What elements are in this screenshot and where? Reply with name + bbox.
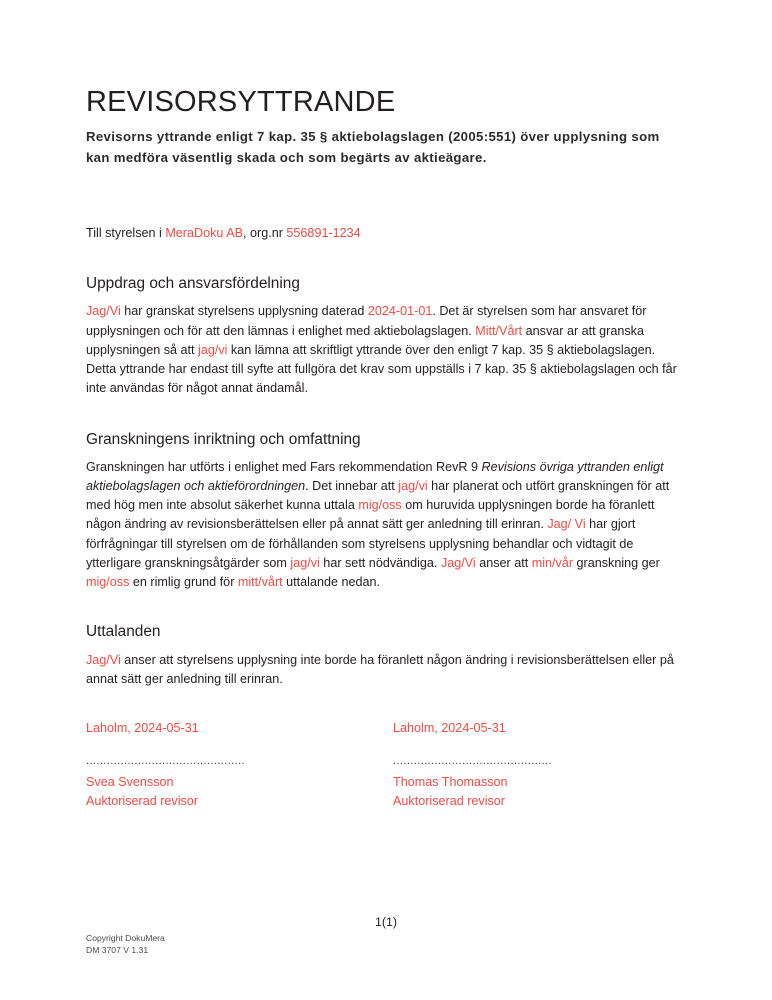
section-paragraph-uppdrag: Jag/Vi har granskat styrelsens upplysning daterad 2024-01-01. Det är styrelsen som har ansvaret för upplysningen och för att den lämnas i enlighet med aktiebolagslagen. Mitt/Vårt ansvar ar att granska upplysningen så att jag/vi kan lämna att skriftligt yttrande över den enligt 7 kap. 35 § aktiebolagslagen. Detta yttrande har endast till syfte att fullgöra det krav som uppställs i 7 kap. 35 § aktiebolagslagen och får inte användas för något annat ändamål. <box>86 304 677 396</box>
signature-role-2: Auktoriserad revisor <box>393 793 505 808</box>
section-uttalanden <box>86 622 686 689</box>
signature-role-1: Auktoriserad revisor <box>86 793 198 808</box>
section-heading-granskning: Granskningens inriktning och omfattning <box>86 430 361 448</box>
document-body <box>86 86 686 811</box>
signature-line-2: .............................................. <box>393 755 552 767</box>
document-footer <box>86 932 165 957</box>
section-paragraph-granskning: Granskningen har utförts i enlighet med Fars rekommendation RevR 9 Revisions övriga yttranden enligt aktiebolagslagen och aktieförordningen. Det innebar att jag/vi har planerat och utfört granskningen för att med hög men inte absolut säkerhet kunna uttala mig/oss om huruvida upplysningen borde ha föranlett någon ändring av revisionsberättelsen eller på annat sätt ger anledning till erinran. Jag/ Vi har gjort förfrågningar till styrelsen om de förhållanden som styrelsens upplysning behandlar och vidtagit de ytterligare granskningsåtgärder som jag/vi har sett nödvändiga. Jag/Vi anser att min/vår granskning ger mig/oss en rimlig grund för mitt/vårt uttalande nedan. <box>86 459 670 590</box>
recipient-company: MeraDoku AB <box>165 226 244 241</box>
signature-name-1: Svea Svensson <box>86 774 174 789</box>
recipient-middle: , org.nr <box>243 226 287 241</box>
signature-column-1 <box>86 719 393 811</box>
signature-place-date-1: Laholm, 2024-05-31 <box>86 721 199 736</box>
signature-block <box>86 719 686 811</box>
section-paragraph-uttalanden: Jag/Vi anser att styrelsens upplysning inte borde ha föranlett någon ändring i revisionsberättelsen eller på annat sätt ger anledning till erinran. <box>86 652 674 686</box>
section-heading-uttalanden: Uttalanden <box>86 623 161 641</box>
page-number: 1(1) <box>374 915 398 929</box>
document-title: REVISORSYTTRANDE <box>86 86 396 118</box>
signature-column-2 <box>393 719 686 811</box>
section-granskning <box>86 430 686 593</box>
signature-place-date-2: Laholm, 2024-05-31 <box>393 721 506 736</box>
signature-line-1: .............................................. <box>86 755 245 767</box>
document-subtitle: Revisorns yttrande enligt 7 kap. 35 § aktiebolagslagen (2005:551) över upplysning som kan medföra väsentlig skada och som begärts av aktieägare. <box>86 129 660 165</box>
section-heading-uppdrag: Uppdrag och ansvarsfördelning <box>86 275 300 293</box>
signature-name-2: Thomas Thomasson <box>393 774 508 789</box>
recipient-line <box>86 224 686 243</box>
recipient-org-number: 556891-1234 <box>286 226 361 241</box>
section-uppdrag <box>86 274 686 398</box>
footer-version: DM 3707 V 1.31 <box>86 945 149 956</box>
recipient-prefix: Till styrelsen i <box>86 226 166 241</box>
footer-copyright: Copyright DokuMera <box>86 933 165 943</box>
